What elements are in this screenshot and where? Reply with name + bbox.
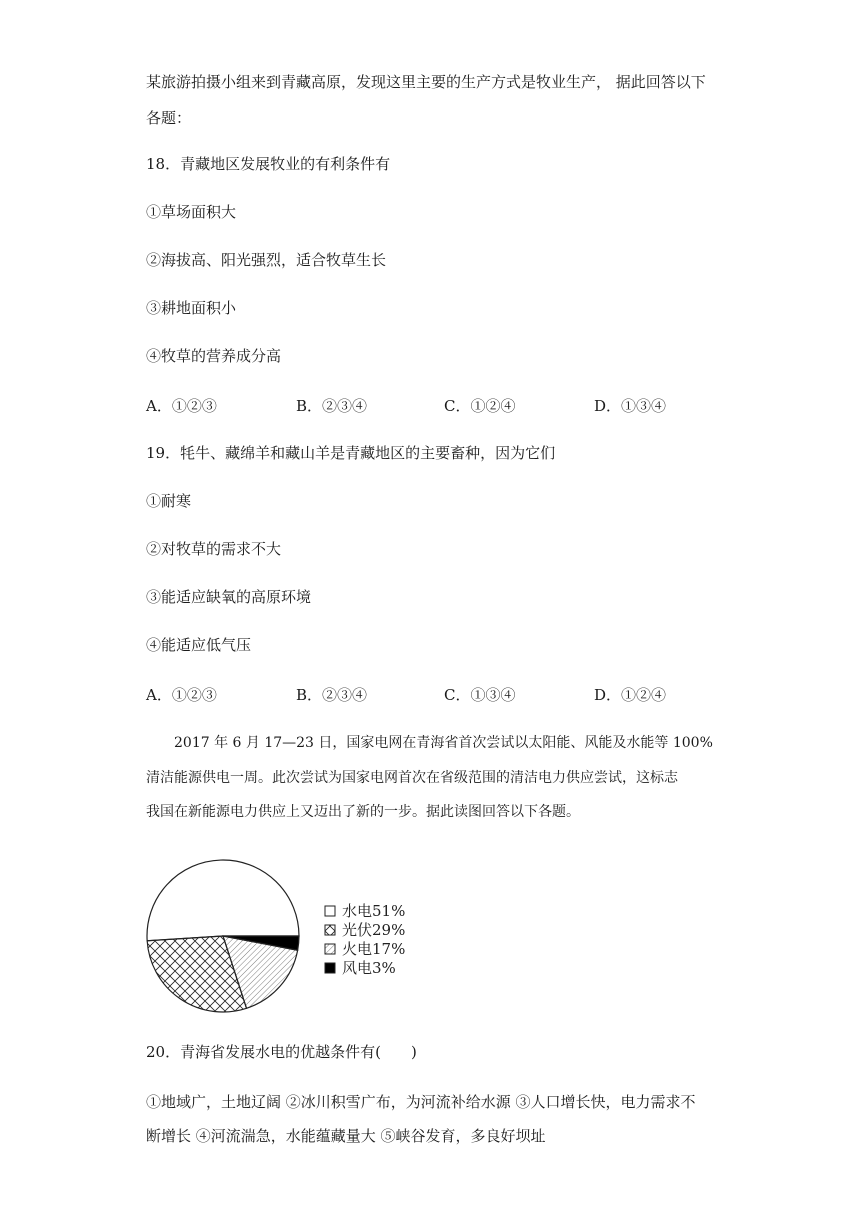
- q18-stem: 18．青藏地区发展牧业的有利条件有: [146, 155, 391, 173]
- q19-item-4: ④能适应低气压: [146, 636, 252, 654]
- passage-line-3: 我国在新能源电力供应上又迈出了新的一步。据此读图回答以下各题。: [146, 804, 580, 820]
- legend-label-3: 风电3%: [342, 959, 396, 977]
- q19-option-d: D．①②④: [594, 686, 667, 704]
- legend-swatch-2: [325, 944, 335, 954]
- energy-pie-chart: [140, 856, 460, 1016]
- q19-option-b: B．②③④: [296, 686, 368, 704]
- legend-label-2: 火电17%: [342, 940, 406, 958]
- q20-line-1: ①地域广，土地辽阔 ②冰川积雪广布，为河流补给水源 ③人口增长快，电力需求不: [146, 1093, 696, 1111]
- q20-line-2: 断增长 ④河流湍急，水能蕴藏量大 ⑤峡谷发育，多良好坝址: [146, 1127, 546, 1145]
- q19-item-3: ③能适应缺氧的高原环境: [146, 588, 312, 606]
- q19-stem: 19．牦牛、藏绵羊和藏山羊是青藏地区的主要畜种，因为它们: [146, 444, 556, 462]
- q20-stem: 20．青海省发展水电的优越条件有( ): [146, 1043, 417, 1061]
- pie-slice-0: [147, 860, 299, 941]
- legend-swatch-1: [325, 925, 335, 935]
- q19-item-1: ①耐寒: [146, 492, 192, 510]
- q19-option-c: C．①③④: [444, 686, 516, 704]
- q19-item-2: ②对牧草的需求不大: [146, 540, 282, 558]
- q19-option-a: A．①②③: [146, 686, 217, 704]
- legend-swatch-0: [325, 906, 335, 916]
- q18-item-1: ①草场面积大: [146, 203, 237, 221]
- q18-item-2: ②海拔高、阳光强烈，适合牧草生长: [146, 251, 387, 269]
- q18-option-b: B．②③④: [296, 397, 368, 415]
- q18-item-3: ③耕地面积小: [146, 299, 237, 317]
- legend-swatch-3: [325, 963, 335, 973]
- intro-line-1: 某旅游拍摄小组来到青藏高原，发现这里主要的生产方式是牧业生产， 据此回答以下: [146, 73, 706, 91]
- passage-line-2: 清洁能源供电一周。此次尝试为国家电网首次在省级范围的清洁电力供应尝试，这标志: [146, 770, 678, 786]
- q18-option-d: D．①③④: [594, 397, 667, 415]
- intro-line-2: 各题：: [146, 109, 192, 127]
- q18-option-c: C．①②④: [444, 397, 516, 415]
- legend-label-1: 光伏29%: [342, 921, 406, 939]
- q18-item-4: ④牧草的营养成分高: [146, 347, 282, 365]
- q18-option-a: A．①②③: [146, 397, 217, 415]
- passage-line-1: 2017 年 6 月 17—23 日，国家电网在青海省首次尝试以太阳能、风能及水能等 100%: [174, 735, 713, 751]
- legend-label-0: 水电51%: [342, 902, 406, 920]
